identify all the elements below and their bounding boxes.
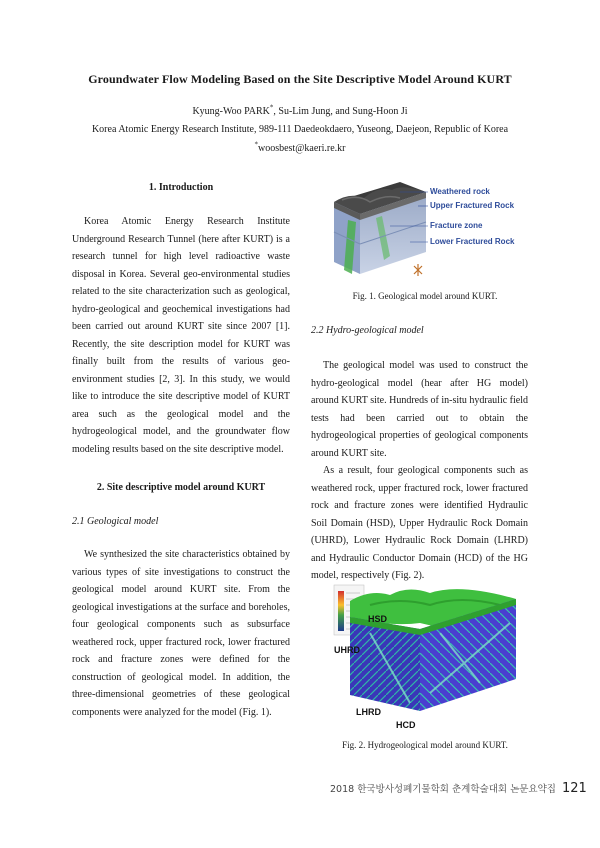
hydro-body (311, 357, 528, 585)
first-author: Kyung-Woo PARK (192, 106, 270, 117)
hydro-paragraph-1: The geological model was used to construct the hydro-geological model (hear after HG model) around KURT site. Hundreds of in-situ hydraulic field tests had been carried out to obtain the hydrogeological properties of geological components around KURT site. (311, 360, 528, 459)
figure-1-label: Fracture zone (430, 221, 483, 230)
figure-2 (330, 583, 520, 733)
geological-model-image (330, 180, 520, 282)
intro-paragraph: Korea Atomic Energy Research Institute Underground Research Tunnel (here after KURT) is a research tunnel for high level radioactive waste disposal in Korea. Several geo-environmental studies related to the site characterization such as geological, hydro-geological and geochemical investigations had been carried out around KURT site since 2007 [1]. Recently, the site description model for KURT was finally built from the results of various geo-environment studies [2, 3]. In this study, we would like to introduce the site descriptive model of KURT area such as the geological model and the hydrogeological model, and the groundwater flow modeling results based on the site descriptive model. (72, 216, 290, 455)
hydrogeological-model-image (330, 583, 520, 733)
figure-1-label: Lower Fractured Rock (430, 237, 515, 246)
figure-2-label-hsd: HSD (368, 614, 388, 624)
email-address: woosbest@kaeri.re.kr (257, 143, 346, 154)
geo-subheading: 2.1 Geological model (72, 516, 159, 527)
intro-heading: 1. Introduction (148, 182, 214, 193)
figure-2-caption: Fig. 2. Hydrogeological model around KURT. (342, 740, 508, 750)
figure-1 (330, 180, 520, 282)
figure-2-label-uhrd: UHRD (334, 645, 360, 655)
corresponding-mark: * (269, 103, 274, 112)
hydro-subheading: 2.2 Hydro-geological model (311, 325, 424, 336)
geo-paragraph: We synthesized the site characteristics obtained by various types of site investigations to construct the geological model around KURT site. From the geological investigations at the surface and boreholes, four geological components such as subsurface weathered rock, upper fractured rock, lower fractured rock and fracture zones were defined for the construction of geological model. In addition, the three-dimensional geometries of these geological components were analyzed for the model (Fig. 1). (72, 549, 290, 718)
figure-2-label-lhrd: LHRD (356, 707, 381, 717)
intro-body (72, 213, 290, 458)
hydro-paragraph-2: As a result, four geological components such as weathered rock, upper fractured rock, lower fractured rock and fracture zones were identified Hydraulic Soil Domain (HSD), Upper Hydraulic Rock Domain (UHRD), Lower Hydraulic Rock Domain (LHRD) and Hydraulic Conductor Domain (HCD) of the HG model, respectively (Fig. 2). (311, 465, 528, 581)
figure-1-label: Upper Fractured Rock (430, 201, 515, 210)
affiliation: Korea Atomic Energy Research Institute, 989-111 Daedeokdaero, Yuseong, Daejeon, Republic of Korea (91, 124, 509, 135)
sdm-heading: 2. Site descriptive model around KURT (96, 482, 266, 493)
author-list (0, 103, 600, 117)
figure-1-caption: Fig. 1. Geological model around KURT. (352, 291, 498, 301)
page-number: 121 (561, 781, 587, 796)
geo-body (72, 546, 290, 721)
contact-email (0, 140, 600, 154)
page-footer (330, 781, 587, 796)
figure-2-label-hcd: HCD (396, 720, 416, 730)
paper-title: Groundwater Flow Modeling Based on the Site Descriptive Model Around KURT (88, 72, 512, 86)
email-mark: * (254, 140, 258, 149)
proceedings-title: 2018 한국방사성폐기물학회 춘계학술대회 논문요약집 (330, 784, 556, 795)
co-authors: , Su-Lim Jung, and Sung-Hoon Ji (273, 106, 408, 117)
figure-1-label: Weathered rock (430, 187, 490, 196)
